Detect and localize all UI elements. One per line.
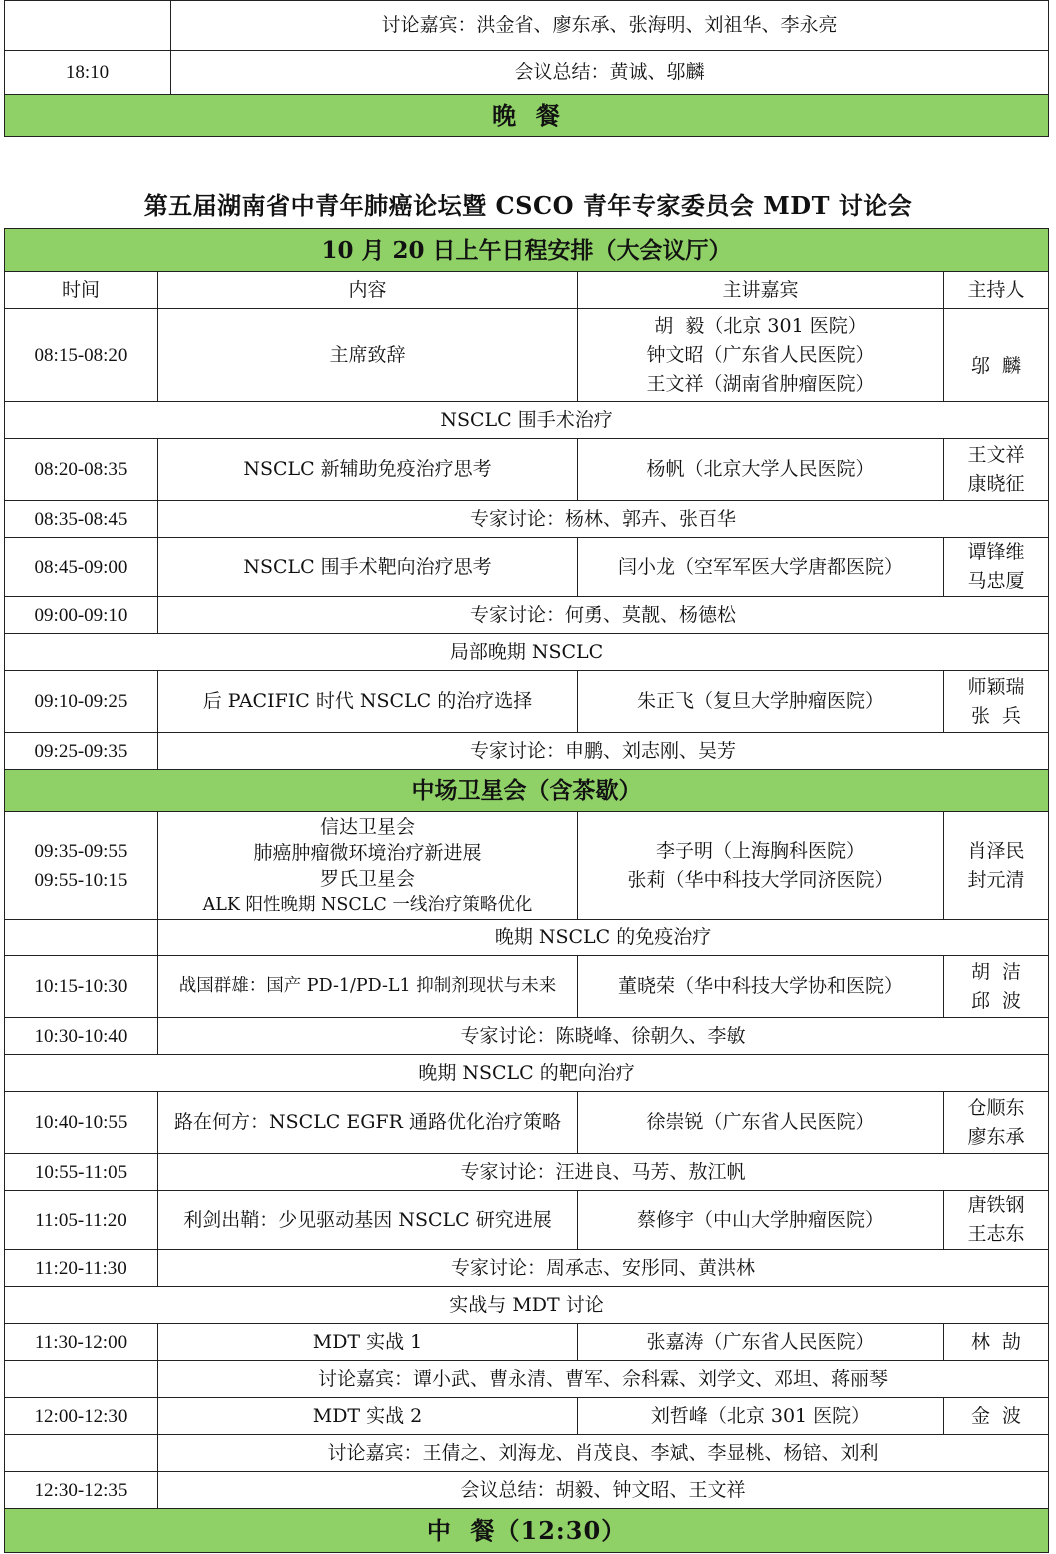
section-title: NSCLC 围手术治疗 xyxy=(5,402,1049,439)
time-cell: 10:40-10:55 xyxy=(5,1092,158,1154)
section-row xyxy=(5,1287,1049,1324)
speaker-line: 张莉（华中科技大学同济医院） xyxy=(627,868,894,891)
previous-schedule-table xyxy=(4,0,1049,137)
content-line: ALK 阳性晚期 NSCLC 一线治疗策略优化 xyxy=(202,894,533,915)
host-cell xyxy=(944,1092,1049,1154)
content-cell xyxy=(158,812,578,920)
speaker-cell xyxy=(578,812,944,920)
host-line: 肖泽民 xyxy=(967,839,1025,862)
time-line: 09:55-10:15 xyxy=(34,869,128,891)
host-cell: 金 波 xyxy=(944,1398,1049,1435)
host-line: 廖东承 xyxy=(967,1125,1025,1148)
time-cell: 18:10 xyxy=(5,51,171,95)
section-row xyxy=(5,1055,1049,1092)
meeting-summary: 会议总结：胡毅、钟文昭、王文祥 xyxy=(158,1472,1049,1509)
host-cell: 林 劼 xyxy=(944,1324,1049,1361)
discussion-guests: 讨论嘉宾：谭小武、曹永清、曹军、佘科霖、刘学文、邓坦、蒋丽琴 xyxy=(158,1361,1049,1398)
host-cell xyxy=(944,538,1049,597)
content-cell: 路在何方：NSCLC EGFR 通路优化治疗策略 xyxy=(158,1092,578,1154)
table-row xyxy=(5,671,1049,733)
content-cell: 后 PACIFIC 时代 NSCLC 的治疗选择 xyxy=(158,671,578,733)
content-line: 信达卫星会 xyxy=(319,815,415,838)
time-cell xyxy=(5,1,171,51)
meeting-summary: 会议总结：黄诚、邬麟 xyxy=(171,51,1049,95)
time-cell: 11:05-11:20 xyxy=(5,1191,158,1250)
column-header-time: 时间 xyxy=(5,272,158,309)
section-row xyxy=(5,634,1049,671)
content-line: 罗氏卫星会 xyxy=(319,867,415,890)
host-line: 胡 洁 xyxy=(970,960,1022,983)
lunch-banner xyxy=(5,1509,1049,1553)
host-cell xyxy=(944,956,1049,1018)
speaker-line: 李子明（上海胸科医院） xyxy=(655,839,865,862)
time-cell: 10:55-11:05 xyxy=(5,1154,158,1191)
time-cell: 08:45-09:00 xyxy=(5,538,158,597)
time-cell xyxy=(5,812,158,920)
section-title: 晚期 NSCLC 的免疫治疗 xyxy=(158,920,1049,956)
host-cell: 邬 麟 xyxy=(944,309,1049,402)
content-cell: NSCLC 新辅助免疫治疗思考 xyxy=(158,439,578,501)
host-cell xyxy=(944,671,1049,733)
speaker-cell: 徐崇锐（广东省人民医院） xyxy=(578,1092,944,1154)
table-row xyxy=(5,1324,1049,1361)
table-row xyxy=(5,597,1049,634)
time-cell xyxy=(5,920,158,956)
column-header-row xyxy=(5,272,1049,309)
table-row xyxy=(5,1250,1049,1287)
content-cell: NSCLC 围手术靶向治疗思考 xyxy=(158,538,578,597)
host-line: 王志东 xyxy=(967,1223,1025,1245)
host-line: 邱 波 xyxy=(970,989,1022,1012)
dinner-banner xyxy=(5,95,1049,137)
speaker-cell: 杨帆（北京大学人民医院） xyxy=(578,439,944,501)
time-cell: 08:35-08:45 xyxy=(5,501,158,538)
speaker-cell: 朱正飞（复旦大学肿瘤医院） xyxy=(578,671,944,733)
table-row xyxy=(5,309,1049,402)
speaker-line: 王文祥（湖南省肿瘤医院） xyxy=(646,372,875,395)
host-line: 师颖瑞 xyxy=(967,675,1025,698)
host-line: 康晓征 xyxy=(967,472,1025,495)
discussion-cell: 专家讨论：何勇、莫靓、杨德松 xyxy=(158,597,1049,634)
day-header: 10 月 20 日上午日程安排（大会议厅） xyxy=(5,229,1049,272)
host-line: 谭锋维 xyxy=(967,541,1025,563)
column-header-speaker: 主讲嘉宾 xyxy=(578,272,944,309)
table-row xyxy=(5,1092,1049,1154)
time-cell: 12:30-12:35 xyxy=(5,1472,158,1509)
time-cell: 09:00-09:10 xyxy=(5,597,158,634)
discussion-cell: 专家讨论：杨林、郭卉、张百华 xyxy=(158,501,1049,538)
discussion-cell: 专家讨论：周承志、安彤同、黄洪林 xyxy=(158,1250,1049,1287)
table-row xyxy=(5,1191,1049,1250)
speaker-line: 胡 毅（北京 301 医院） xyxy=(654,314,867,337)
section-title: 实战与 MDT 讨论 xyxy=(5,1287,1049,1324)
host-line: 仓顺东 xyxy=(967,1096,1025,1119)
speaker-cell xyxy=(578,309,944,402)
table-row xyxy=(5,51,1049,95)
host-line: 张 兵 xyxy=(970,704,1022,727)
section-title: 局部晚期 NSCLC xyxy=(5,634,1049,671)
table-row xyxy=(5,1,1049,51)
schedule-table xyxy=(4,228,1049,1553)
table-row xyxy=(5,1472,1049,1509)
host-line: 封元清 xyxy=(967,868,1025,891)
satellite-header-row xyxy=(5,770,1049,812)
discussion-guests: 讨论嘉宾：洪金省、廖东承、张海明、刘祖华、李永亮 xyxy=(171,1,1049,51)
time-cell: 09:25-09:35 xyxy=(5,733,158,770)
speaker-cell: 闫小龙（空军军医大学唐都医院） xyxy=(578,538,944,597)
dinner-label: 晚 餐 xyxy=(5,95,1049,137)
host-line: 王文祥 xyxy=(967,443,1025,466)
lunch-label: 中 餐（12:30） xyxy=(5,1509,1049,1553)
table-row xyxy=(5,812,1049,920)
time-cell: 08:20-08:35 xyxy=(5,439,158,501)
table-row xyxy=(5,1018,1049,1055)
content-line: 肺癌肿瘤微环境治疗新进展 xyxy=(253,841,482,864)
time-cell: 10:15-10:30 xyxy=(5,956,158,1018)
table-row xyxy=(5,501,1049,538)
discussion-cell: 专家讨论：陈晓峰、徐朝久、李敏 xyxy=(158,1018,1049,1055)
speaker-cell: 董晓荣（华中科技大学协和医院） xyxy=(578,956,944,1018)
content-cell: 利剑出鞘：少见驱动基因 NSCLC 研究进展 xyxy=(158,1191,578,1250)
table-row xyxy=(5,1361,1049,1398)
time-line: 09:35-09:55 xyxy=(34,840,128,862)
day-header-row xyxy=(5,229,1049,272)
table-row xyxy=(5,538,1049,597)
host-line: 马忠厦 xyxy=(967,570,1025,592)
speaker-cell: 张嘉涛（广东省人民医院） xyxy=(578,1324,944,1361)
table-row xyxy=(5,1154,1049,1191)
column-header-content: 内容 xyxy=(158,272,578,309)
section-title: 晚期 NSCLC 的靶向治疗 xyxy=(5,1055,1049,1092)
discussion-guests: 讨论嘉宾：王倩之、刘海龙、肖茂良、李斌、李显桃、杨锫、刘利 xyxy=(158,1435,1049,1472)
section-row xyxy=(5,920,1049,956)
time-cell: 12:00-12:30 xyxy=(5,1398,158,1435)
discussion-cell: 专家讨论：申鹏、刘志刚、吴芳 xyxy=(158,733,1049,770)
host-cell xyxy=(944,812,1049,920)
section-row xyxy=(5,402,1049,439)
host-cell xyxy=(944,439,1049,501)
speaker-cell: 刘哲峰（北京 301 医院） xyxy=(578,1398,944,1435)
time-cell: 09:10-09:25 xyxy=(5,671,158,733)
table-row xyxy=(5,733,1049,770)
satellite-header: 中场卫星会（含茶歇） xyxy=(5,770,1049,812)
time-cell: 10:30-10:40 xyxy=(5,1018,158,1055)
content-cell: 主席致辞 xyxy=(158,309,578,402)
time-cell xyxy=(5,1435,158,1472)
time-cell xyxy=(5,1361,158,1398)
speaker-cell: 蔡修宇（中山大学肿瘤医院） xyxy=(578,1191,944,1250)
host-cell xyxy=(944,1191,1049,1250)
speaker-line: 钟文昭（广东省人民医院） xyxy=(646,343,875,366)
table-row xyxy=(5,956,1049,1018)
column-header-host: 主持人 xyxy=(944,272,1049,309)
content-cell: MDT 实战 2 xyxy=(158,1398,578,1435)
host-line: 唐铁钢 xyxy=(967,1194,1025,1216)
time-cell: 08:15-08:20 xyxy=(5,309,158,402)
content-cell: 战国群雄：国产 PD-1/PD-L1 抑制剂现状与未来 xyxy=(158,956,578,1018)
page-title: 第五届湖南省中青年肺癌论坛暨 CSCO 青年专家委员会 MDT 讨论会 xyxy=(143,191,913,220)
time-cell: 11:30-12:00 xyxy=(5,1324,158,1361)
time-cell: 11:20-11:30 xyxy=(5,1250,158,1287)
table-row xyxy=(5,1398,1049,1435)
table-row xyxy=(5,1435,1049,1472)
table-row xyxy=(5,439,1049,501)
discussion-cell: 专家讨论：汪进良、马芳、敖江帆 xyxy=(158,1154,1049,1191)
content-cell: MDT 实战 1 xyxy=(158,1324,578,1361)
